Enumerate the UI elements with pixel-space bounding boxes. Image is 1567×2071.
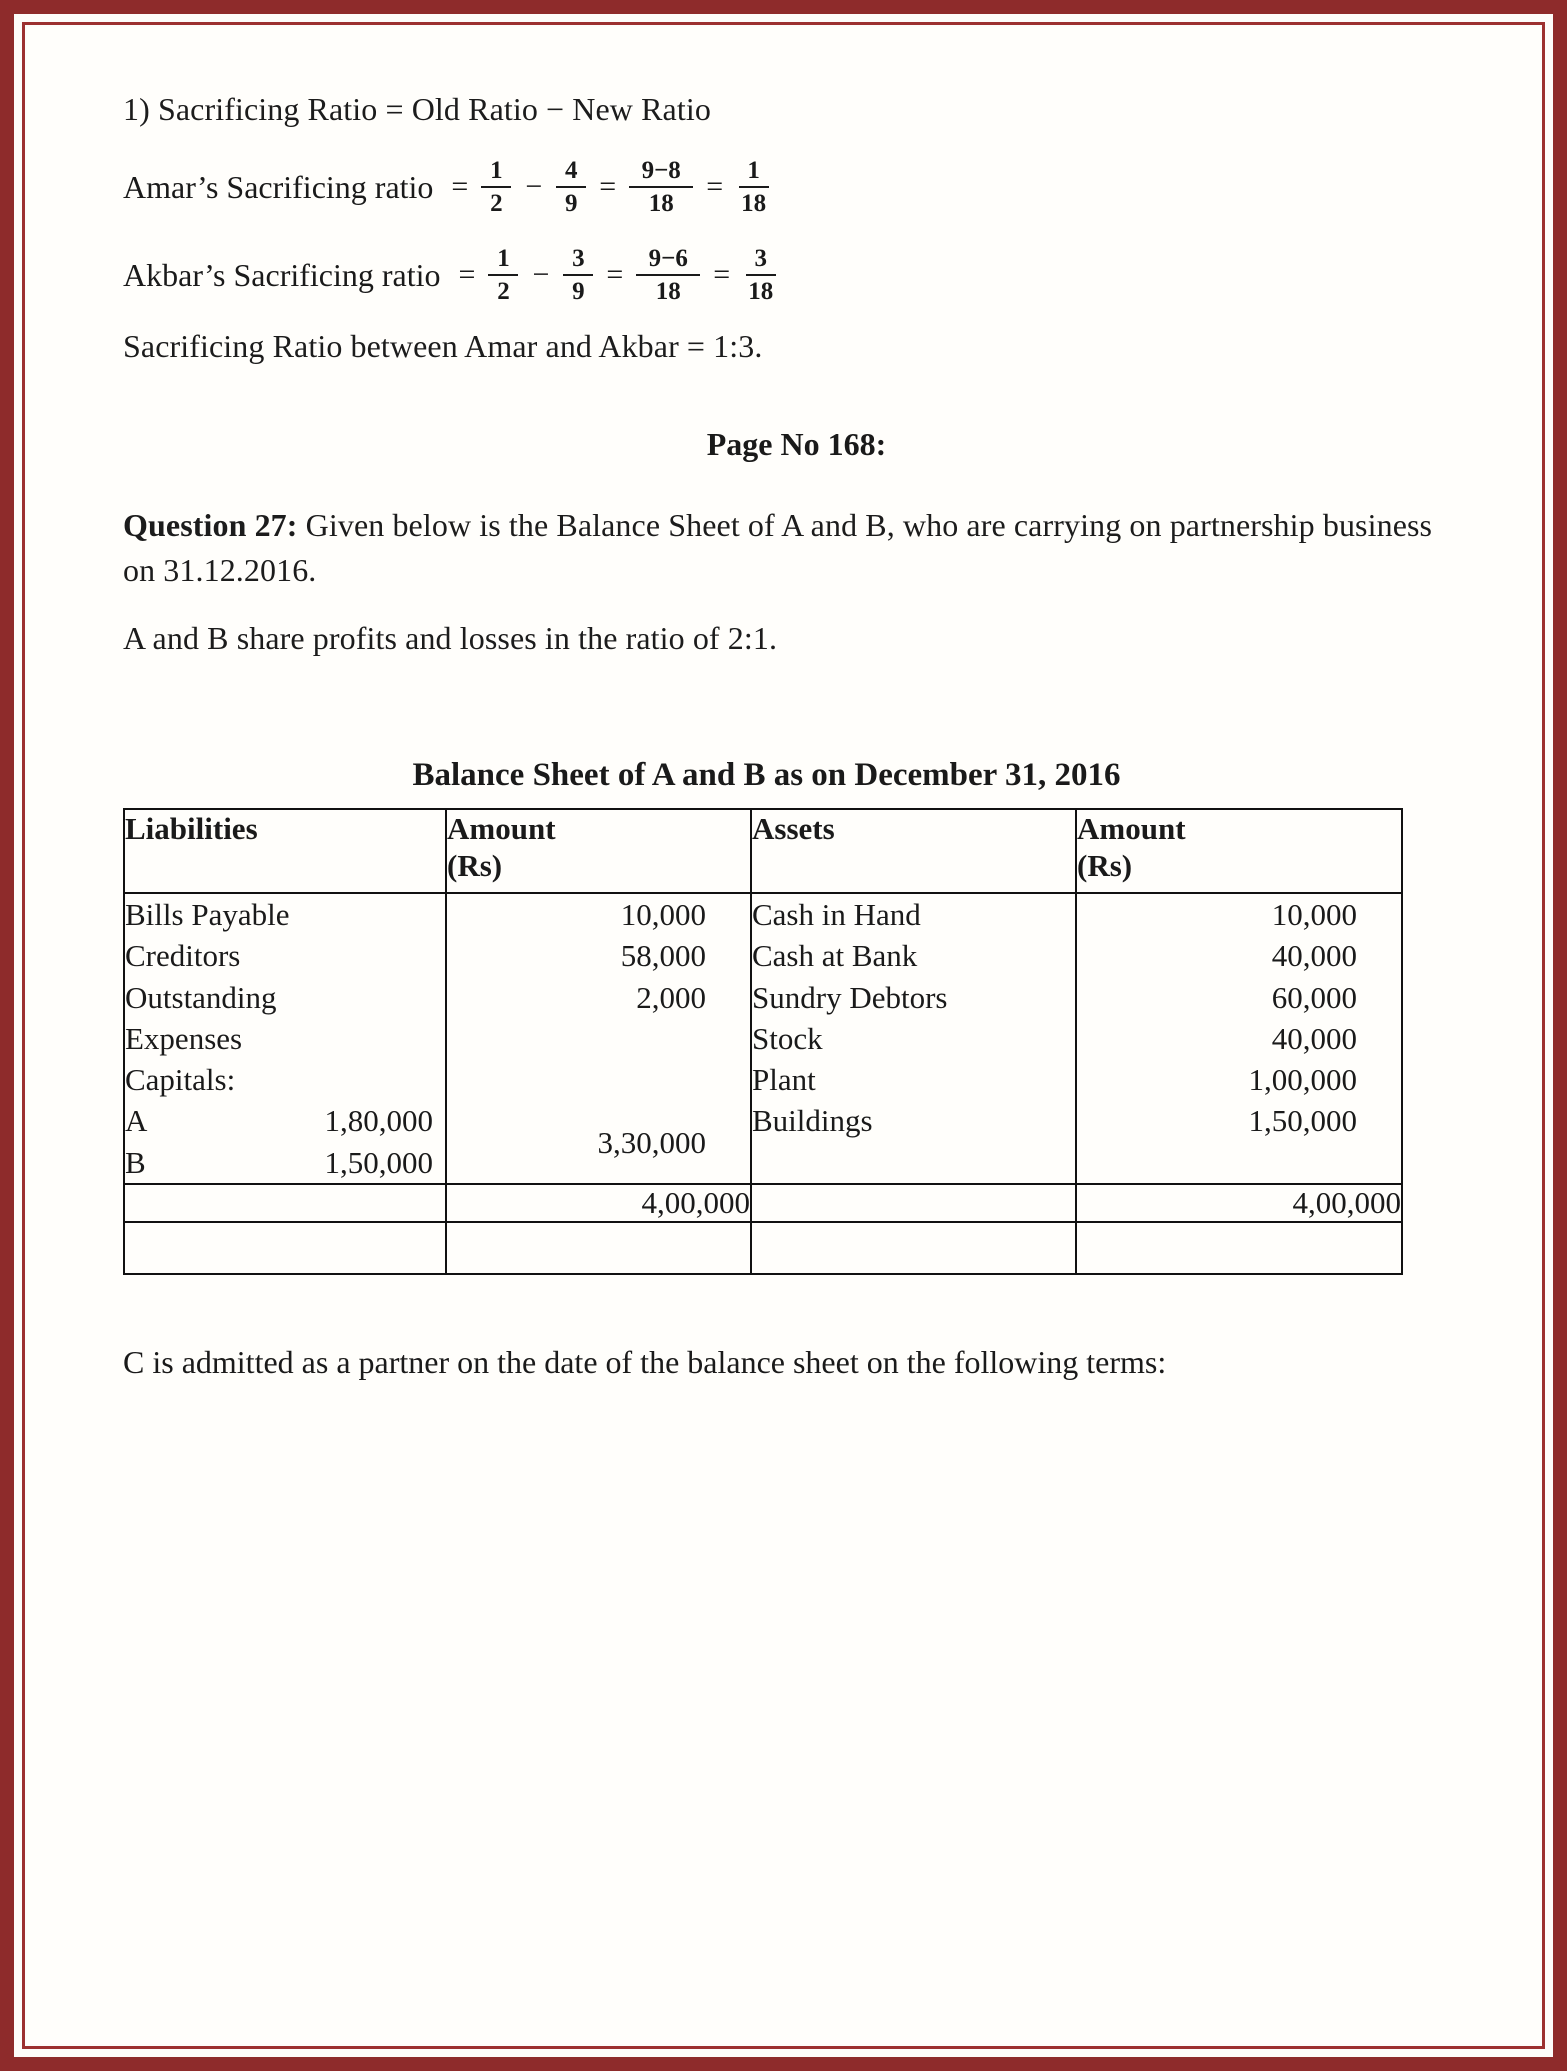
amar-equals-3: = xyxy=(706,170,724,204)
header-assets-label: Assets xyxy=(752,811,835,847)
header-assets xyxy=(751,809,1076,893)
list-item: Capitals: xyxy=(125,1062,236,1098)
akbar-f4-numerator: 3 xyxy=(746,245,776,276)
table-header-row xyxy=(124,809,1402,893)
amar-sacrificing-ratio-line xyxy=(123,148,1470,226)
list-item: Cash in Hand xyxy=(752,897,921,933)
balance-sheet-table xyxy=(123,808,1403,1275)
list-item: Buildings xyxy=(752,1103,873,1139)
header-amount-left-line2: (Rs) xyxy=(447,848,503,884)
capitals-total: 3,30,000 xyxy=(597,1124,706,1160)
akbar-f1-denominator: 2 xyxy=(497,278,510,306)
amar-equals-1: = xyxy=(451,170,469,204)
akbar-fraction-2 xyxy=(563,245,593,305)
akbar-minus: − xyxy=(532,258,550,292)
list-item: Bills Payable xyxy=(125,897,290,933)
capital-value-a: 1,80,000 xyxy=(324,1103,433,1139)
question-label: Question 27: xyxy=(123,506,298,543)
empty-cell-assets xyxy=(751,1222,1076,1274)
akbar-sacrificing-ratio-line xyxy=(123,236,1470,314)
akbar-equals-2: = xyxy=(606,258,624,292)
empty-cell-amount-right xyxy=(1076,1222,1402,1274)
assets-list xyxy=(752,894,1075,1141)
list-item: Plant xyxy=(752,1062,816,1098)
akbar-fraction-3 xyxy=(636,245,700,305)
amar-f3-numerator: 9−8 xyxy=(629,157,693,188)
sacrificing-ratio-result: Sacrificing Ratio between Amar and Akbar = 1:3. xyxy=(123,328,763,365)
amar-f1-numerator: 1 xyxy=(481,157,511,188)
akbar-f3-denominator: 18 xyxy=(655,278,681,306)
capital-row-a xyxy=(125,1100,445,1141)
assets-amount-cell xyxy=(1076,893,1402,1184)
amar-f1-denominator: 2 xyxy=(490,190,503,218)
sacrificing-ratio-rule: 1) Sacrificing Ratio = Old Ratio − New Ratio xyxy=(123,91,711,127)
akbar-f1-numerator: 1 xyxy=(488,245,518,276)
header-amount-left-line1: Amount xyxy=(447,811,556,847)
liabilities-amount-list xyxy=(447,894,706,1163)
capital-row-b xyxy=(125,1142,445,1183)
list-item: 10,000 xyxy=(620,897,706,933)
list-item: 40,000 xyxy=(1271,1020,1357,1056)
amar-f4-denominator: 18 xyxy=(741,190,767,218)
balance-sheet-title: Balance Sheet of A and B as on December 31, 2016 xyxy=(412,757,1121,794)
table-empty-row xyxy=(124,1222,1402,1274)
akbar-f3-numerator: 9−6 xyxy=(636,245,700,276)
table-body-row xyxy=(124,893,1402,1184)
amount-spacer xyxy=(447,1018,706,1070)
capital-name-b: B xyxy=(125,1144,146,1180)
empty-cell-amount-left xyxy=(446,1222,751,1274)
capital-value-b: 1,50,000 xyxy=(324,1144,433,1180)
akbar-label: Akbar’s Sacrificing ratio xyxy=(123,256,441,293)
amar-fraction-2 xyxy=(556,157,586,217)
liabilities-cell xyxy=(124,893,446,1184)
amar-fraction-3 xyxy=(629,157,693,217)
akbar-fraction-4 xyxy=(743,245,778,305)
list-item: Stock xyxy=(752,1020,823,1056)
header-liabilities-label: Liabilities xyxy=(125,811,258,847)
amar-f2-numerator: 4 xyxy=(556,157,586,188)
closing-paragraph: C is admitted as a partner on the date of the balance sheet on the following terms: xyxy=(123,1343,1167,1380)
page-content xyxy=(123,87,1470,1417)
list-item: Expenses xyxy=(125,1020,243,1056)
empty-cell-liabilities xyxy=(124,1222,446,1274)
akbar-f2-numerator: 3 xyxy=(563,245,593,276)
question-text: Given below is the Balance Sheet of A and B, who are carrying on partnership business on 31.12.2016. xyxy=(123,506,1433,589)
amar-minus: − xyxy=(525,170,543,204)
assets-cell xyxy=(751,893,1076,1184)
table-total-row xyxy=(124,1184,1402,1222)
header-amount-right xyxy=(1076,809,1402,893)
list-item: 1,50,000 xyxy=(1248,1103,1357,1139)
amar-f3-denominator: 18 xyxy=(648,190,674,218)
akbar-f4-denominator: 18 xyxy=(748,278,774,306)
profit-ratio-paragraph: A and B share profits and losses in the ratio of 2:1. xyxy=(123,619,778,656)
akbar-equals-1: = xyxy=(458,258,476,292)
akbar-f2-denominator: 9 xyxy=(572,278,585,306)
amar-label: Amar’s Sacrificing ratio xyxy=(123,168,434,205)
list-item: 10,000 xyxy=(1271,897,1357,933)
liabilities-list xyxy=(125,894,445,1183)
amount-spacer xyxy=(447,1070,706,1122)
list-item: Sundry Debtors xyxy=(752,979,948,1015)
amar-f2-denominator: 9 xyxy=(565,190,578,218)
header-amount-right-line1: Amount xyxy=(1077,811,1186,847)
liabilities-amount-cell xyxy=(446,893,751,1184)
amar-f4-numerator: 1 xyxy=(739,157,769,188)
page-number-heading: Page No 168: xyxy=(706,425,887,462)
list-item: Cash at Bank xyxy=(752,938,918,974)
akbar-equals-3: = xyxy=(713,258,731,292)
total-right-value: 4,00,000 xyxy=(1076,1184,1402,1222)
page-sheet xyxy=(27,27,1540,2044)
amar-fraction-1 xyxy=(481,157,511,217)
total-left-blank xyxy=(124,1184,446,1222)
list-item: 1,00,000 xyxy=(1248,1062,1357,1098)
list-item: 40,000 xyxy=(1271,938,1357,974)
capital-name-a: A xyxy=(125,1103,148,1139)
question-paragraph xyxy=(123,503,1470,594)
list-item: Outstanding xyxy=(125,979,277,1015)
amar-fraction-4 xyxy=(736,157,771,217)
header-amount-left xyxy=(446,809,751,893)
amar-equals-2: = xyxy=(599,170,617,204)
total-left-value: 4,00,000 xyxy=(446,1184,751,1222)
list-item: 60,000 xyxy=(1271,979,1357,1015)
akbar-fraction-1 xyxy=(488,245,518,305)
total-right-blank xyxy=(751,1184,1076,1222)
list-item: 58,000 xyxy=(620,938,706,974)
header-amount-right-line2: (Rs) xyxy=(1077,848,1133,884)
header-liabilities xyxy=(124,809,446,893)
list-item: 2,000 xyxy=(636,979,706,1015)
assets-amount-list xyxy=(1077,894,1357,1141)
list-item: Creditors xyxy=(125,938,241,974)
